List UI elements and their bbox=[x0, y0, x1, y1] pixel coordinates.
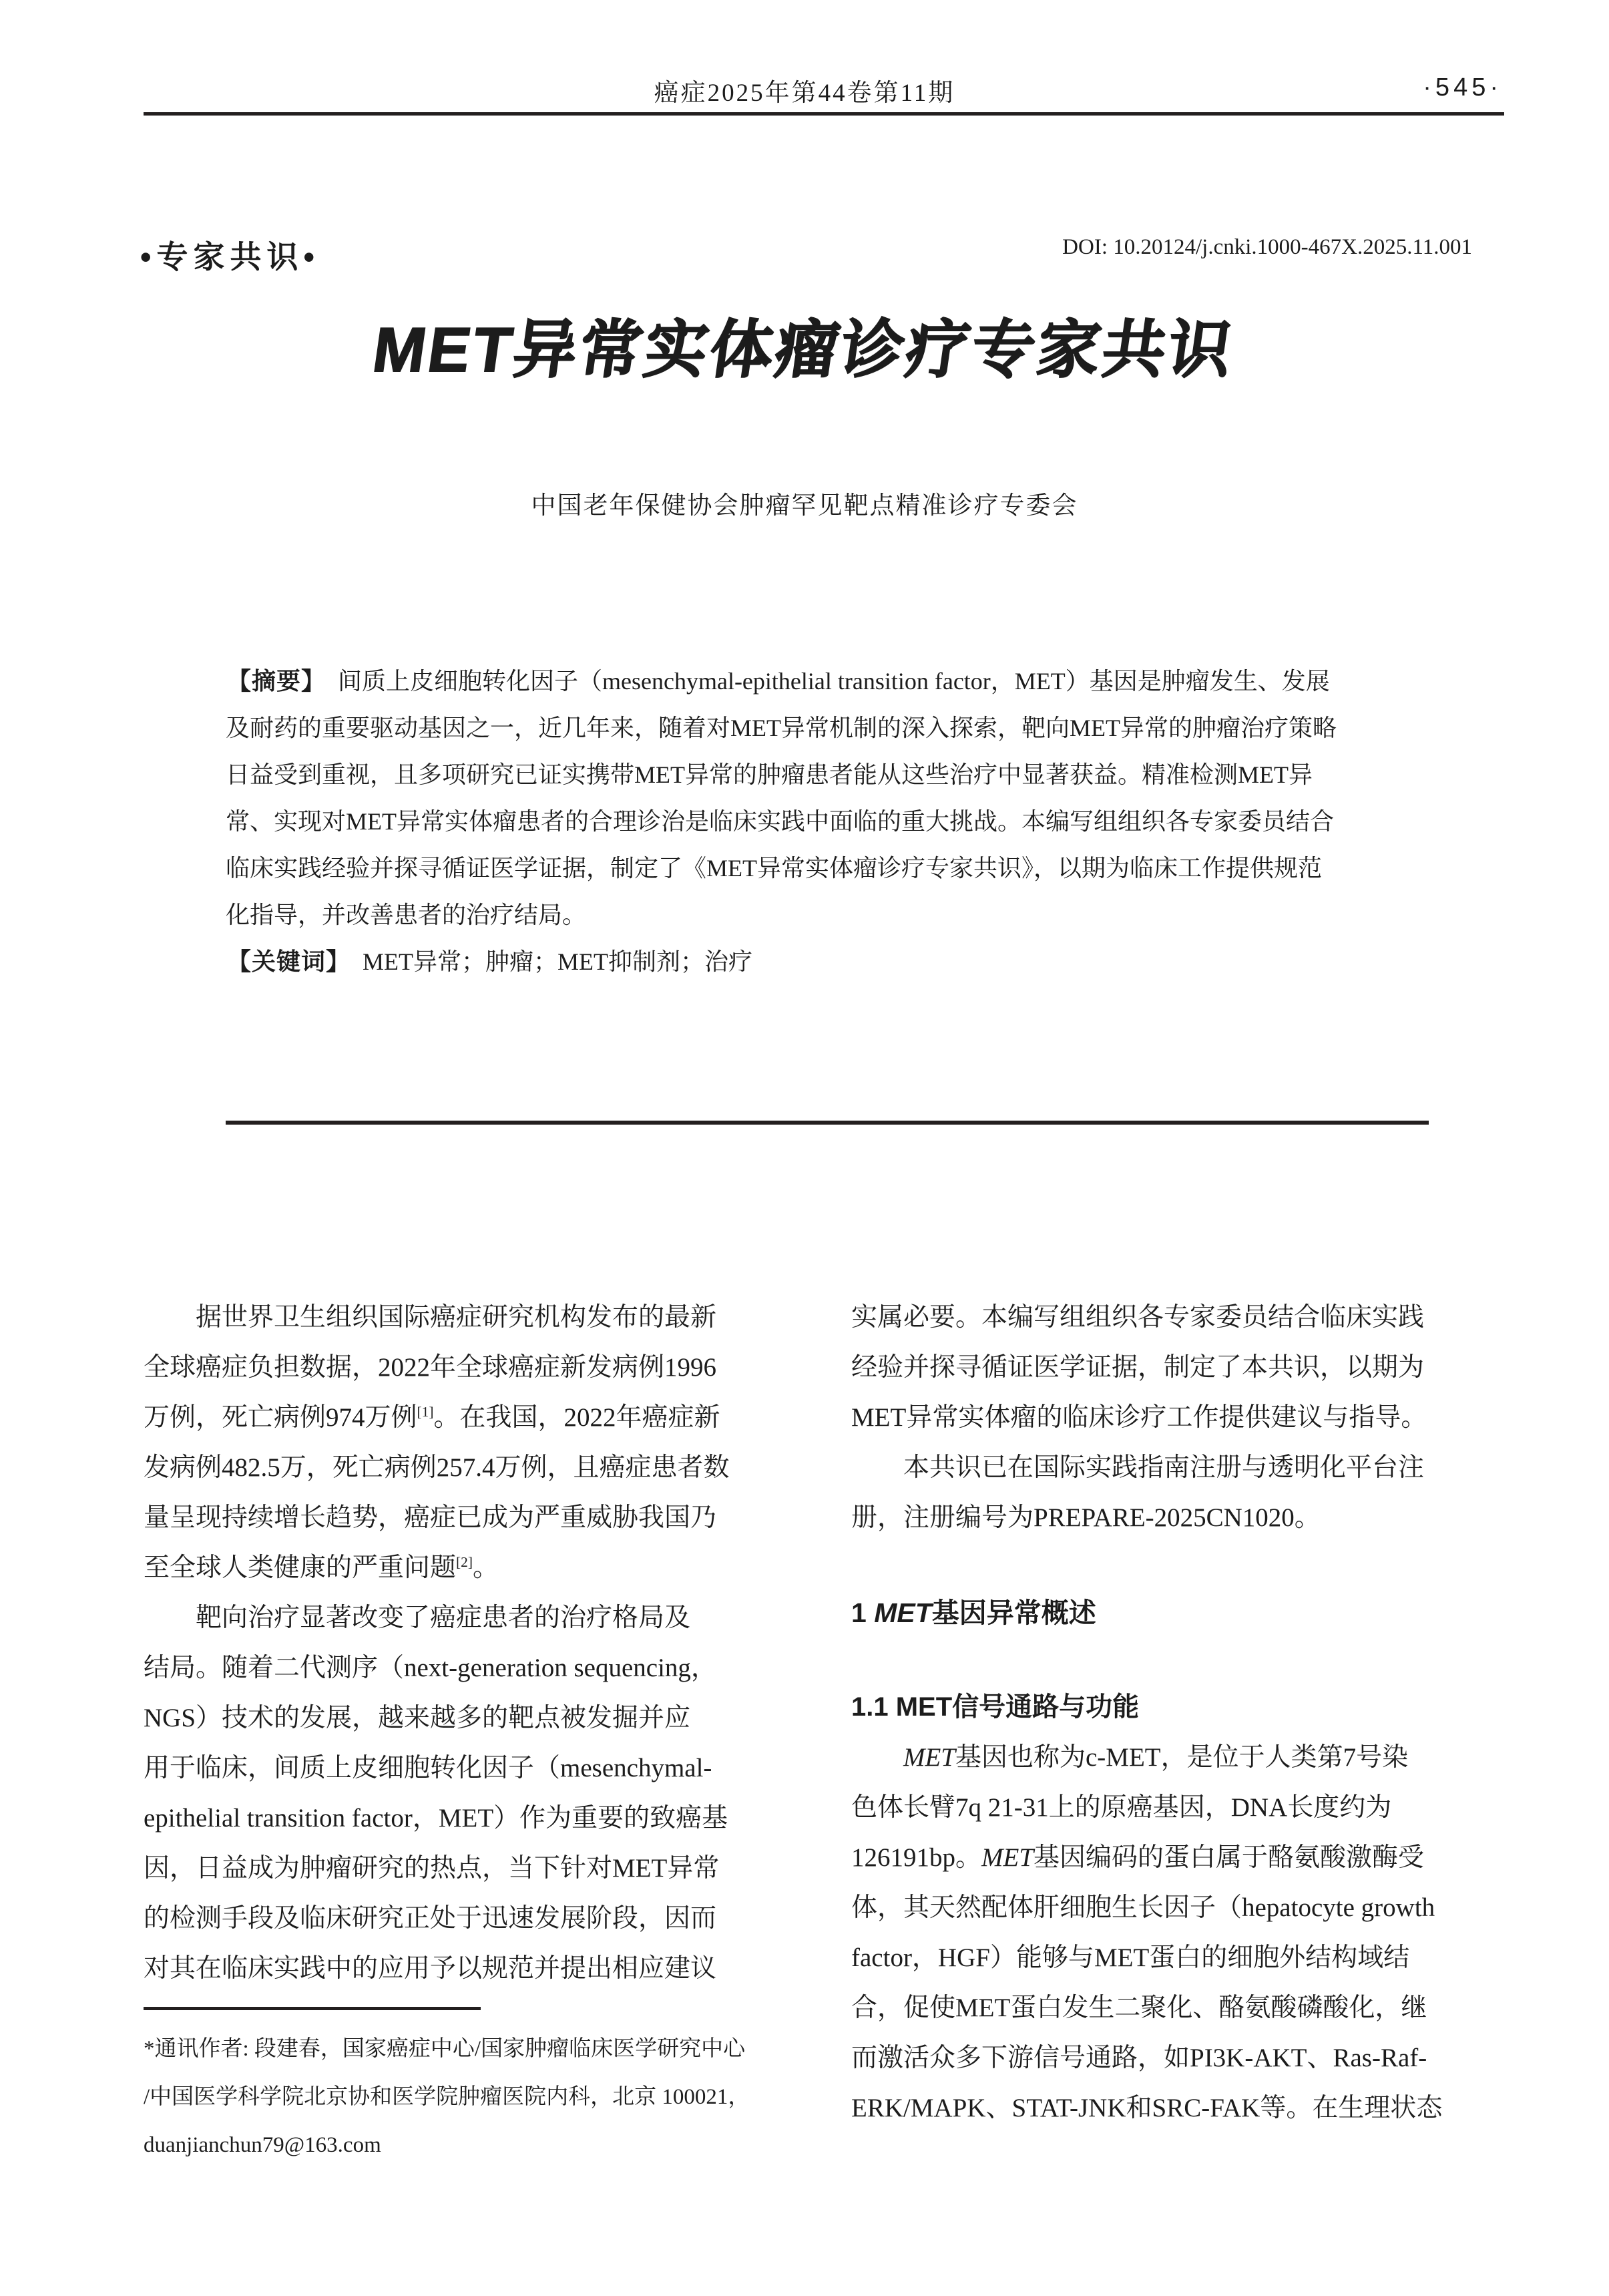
body-line: factor，HGF）能够与MET蛋白的细胞外结构域结 bbox=[851, 1943, 1410, 1972]
body-line: epithelial transition factor，MET）作为重要的致癌基 bbox=[144, 1804, 728, 1833]
body-line: 全球癌症负担数据，2022年全球癌症新发病例1996 bbox=[144, 1353, 717, 1382]
abstract-line: 日益受到重视，且多项研究已证实携带MET异常的肿瘤患者能从这些治疗中显著获益。精准检测MET异 bbox=[226, 761, 1313, 788]
author-line: 中国老年保健协会肿瘤罕见靶点精准诊疗专委会 bbox=[531, 492, 1078, 520]
left-column bbox=[144, 1292, 794, 1993]
body-line: 发病例482.5万，死亡病例257.4万例，且癌症患者数 bbox=[144, 1453, 730, 1482]
body-line: 经验并探寻循证医学证据，制定了本共识，以期为 bbox=[851, 1353, 1425, 1382]
body-line: 册，注册编号为PREPARE-2025CN1020。 bbox=[851, 1503, 1321, 1532]
body-line: 据世界卫生组织国际癌症研究机构发布的最新 bbox=[196, 1303, 717, 1332]
body-line: 本共识已在国际实践指南注册与透明化平台注 bbox=[903, 1453, 1425, 1482]
abstract-line bbox=[226, 658, 1429, 705]
body-line: 量呈现持续增长趋势，癌症已成为严重威胁我国乃 bbox=[144, 1503, 717, 1532]
body-line: 因，日益成为肿瘤研究的热点，当下针对MET异常 bbox=[144, 1854, 720, 1883]
section-heading-1-1: 1.1 MET信号通路与功能 bbox=[851, 1692, 1140, 1722]
footnote-line: *通讯作者: 段建春，国家癌症中心/国家肿瘤临床医学研究中心 bbox=[144, 2037, 746, 2061]
journal-issue-line: 癌症2025年第44卷第11期 bbox=[654, 79, 955, 107]
abstract-divider-rule bbox=[226, 1121, 1429, 1125]
keywords-line bbox=[226, 938, 1429, 985]
abstract-line: 临床实践经验并探寻循证医学证据，制定了《MET异常实体瘤诊疗专家共识》，以期为临床工作提供规范 bbox=[226, 855, 1322, 882]
footnote-block bbox=[144, 2025, 811, 2169]
body-line: ERK/MAPK、STAT-JNK和SRC-FAK等。在生理状态 bbox=[851, 2094, 1443, 2122]
body-line: 至全球人类健康的严重问题[2]。 bbox=[144, 1553, 499, 1582]
body-line: 而激活众多下游信号通路，如PI3K-AKT、Ras-Raf- bbox=[851, 2044, 1427, 2072]
abstract-label: 【摘要】 bbox=[227, 667, 326, 695]
body-line: MET基因也称为c-MET，是位于人类第7号染 bbox=[903, 1743, 1409, 1772]
body-line: 实属必要。本编写组组织各专家委员结合临床实践 bbox=[851, 1303, 1425, 1332]
section-tag: •专家共识• bbox=[140, 239, 320, 274]
body-line: 体，其天然配体肝细胞生长因子（hepatocyte growth bbox=[851, 1893, 1435, 1922]
footnote-line-email: duanjianchun79@163.com bbox=[144, 2133, 381, 2157]
section-heading-1: 1 MET基因异常概述 bbox=[851, 1597, 1096, 1628]
body-line: 合，促使MET蛋白发生二聚化、酪氨酸磷酸化，继 bbox=[851, 1993, 1427, 2022]
body-line: 126191bp。MET基因编码的蛋白属于酪氨酸激酶受 bbox=[851, 1843, 1425, 1872]
doi-text: DOI: 10.20124/j.cnki.1000-467X.2025.11.001 bbox=[1062, 235, 1472, 259]
body-line: 用于临床，间质上皮细胞转化因子（mesenchymal- bbox=[144, 1754, 712, 1782]
footnote-rule bbox=[144, 2007, 481, 2010]
body-line: MET异常实体瘤的临床诊疗工作提供建议与指导。 bbox=[851, 1403, 1427, 1432]
body-line: 结局。随着二代测序（next-generation sequencing， bbox=[144, 1654, 717, 1682]
header-rule bbox=[144, 112, 1504, 116]
body-line: 对其在临床实践中的应用予以规范并提出相应建议 bbox=[144, 1954, 717, 1983]
body-line: 色体长臂7q 21-31上的原癌基因，DNA长度约为 bbox=[851, 1793, 1392, 1822]
footnote-line: /中国医学科学院北京协和医学院肿瘤医院内科，北京 100021， bbox=[144, 2085, 750, 2109]
body-line: 万例，死亡病例974万例[1]。在我国，2022年癌症新 bbox=[144, 1403, 720, 1432]
keywords-label: 【关键词】 bbox=[227, 948, 351, 975]
right-column bbox=[851, 1292, 1504, 2133]
abstract-line: 化指导，并改善患者的治疗结局。 bbox=[226, 902, 587, 928]
abstract-line: 常、实现对MET异常实体瘤患者的合理诊治是临床实践中面临的重大挑战。本编写组组织各专家委员结合 bbox=[226, 808, 1334, 835]
body-line: 的检测手段及临床研究正处于迅速发展阶段，因而 bbox=[144, 1904, 717, 1933]
body-line: NGS）技术的发展，越来越多的靶点被发掘并应 bbox=[144, 1704, 691, 1732]
article-title: MET异常实体瘤诊疗专家共识 bbox=[369, 315, 1239, 385]
body-line: 靶向治疗显著改变了癌症患者的治疗格局及 bbox=[196, 1603, 691, 1632]
page-number: ·545· bbox=[1423, 73, 1502, 102]
abstract-block bbox=[226, 658, 1429, 985]
abstract-text: 间质上皮细胞转化因子（mesenchymal-epithelial transition factor，MET）基因是肿瘤发生、发展 bbox=[338, 668, 1330, 695]
abstract-line: 及耐药的重要驱动基因之一，近几年来，随着对MET异常机制的深入探索，靶向MET异常的肿瘤治疗策略 bbox=[226, 715, 1337, 741]
keywords-text: MET异常；肿瘤；MET抑制剂；治疗 bbox=[363, 948, 752, 975]
